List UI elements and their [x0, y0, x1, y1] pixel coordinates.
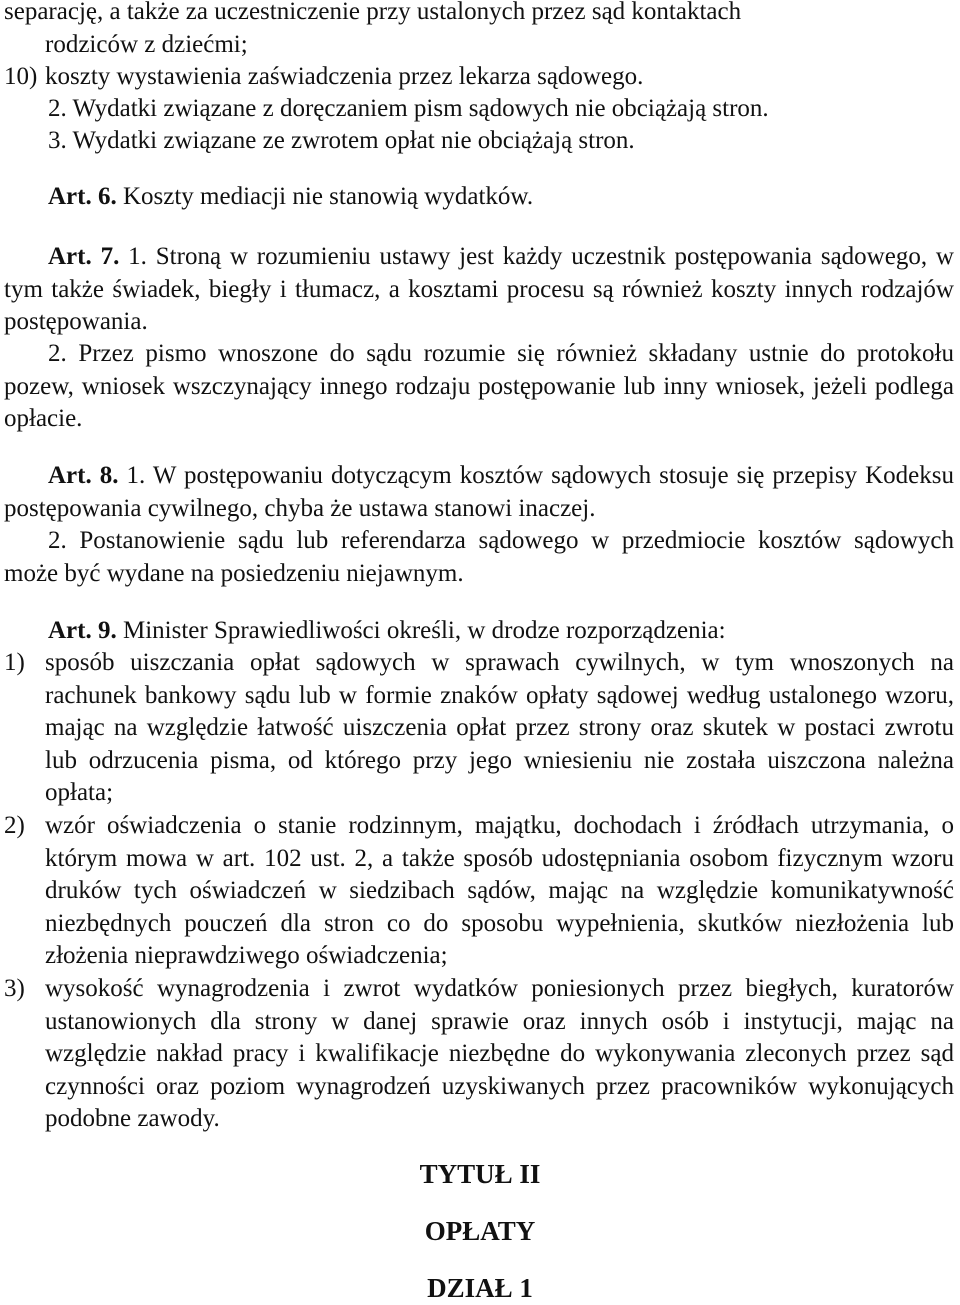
article-9-item-3: [4, 973, 954, 1136]
section-heading: OPŁATY: [424, 1216, 536, 1246]
article-text: Minister Sprawiedliwości określi, w drodze rozporządzenia:: [116, 617, 726, 644]
article-8-paragraph-1: [4, 460, 954, 525]
list-item-text: wysokość wynagrodzenia i zwrot wydatków poniesionych przez biegłych, kuratorów ustanowionych dla strony w danej sprawie oraz innych osób i instytucji, mając na względzie nakład pracy i kwalifikacje niezbędne do wykonywania zleconych przez sąd czynności oraz poziom wynagrodzeń uzyskiwanych przez pracowników wykonujących podobne zawody.: [45, 975, 954, 1132]
article-9-item-1: [4, 647, 954, 810]
article-9-intro: [4, 615, 954, 648]
article-label: Art. 6.: [48, 183, 117, 210]
article-8-paragraph-2: 2. Postanowienie sądu lub referendarza sądowego w przedmiocie kosztów sądowych może być wydane na posiedzeniu niejawnym.: [4, 527, 954, 587]
continuation-line-1: separację, a także za uczestniczenie przy ustalonych przez sąd kontaktach: [4, 0, 742, 25]
paragraph-3: 3. Wydatki związane ze zwrotem opłat nie obciążają stron.: [48, 127, 635, 154]
list-item-number: 1): [4, 649, 25, 676]
article-7-paragraph-1: [4, 241, 954, 339]
paragraph-2: 2. Wydatki związane z doręczaniem pism sądowych nie obciążają stron.: [48, 95, 769, 122]
division-heading: DZIAŁ 1: [427, 1273, 533, 1303]
article-7-paragraph-2: 2. Przez pismo wnoszone do sądu rozumie się również składany ustnie do protokołu pozew, wniosek wszczynający innego rodzaju postępowanie lub inny wniosek, jeżeli podlega opłacie.: [4, 340, 954, 432]
continuation-line-2: rodziców z dziećmi;: [45, 30, 248, 58]
list-item-text: wzór oświadczenia o stanie rodzinnym, majątku, dochodach i źródłach utrzymania, o którym mowa w art. 102 ust. 2, a także sposób udostępniania osobom fizycznym wzoru druków tych oświadczeń w siedzibach sądów, mając na względzie komunikatywność niezbędnych pouczeń dla stron co do sposobu wypełnienia, skutków niezłożenia lub złożenia nieprawdziwego oświadczenia;: [45, 812, 954, 969]
article-label: Art. 8.: [48, 462, 119, 489]
list-continuation: [4, 0, 954, 61]
title-heading: TYTUŁ II: [419, 1159, 541, 1189]
article-text: 1. W postępowaniu dotyczącym kosztów sądowych stosuje się przepisy Kodeksu postępowania cywilnego, chyba że ustawa stanowi inaczej.: [4, 462, 954, 522]
article-6: [4, 181, 954, 214]
article-text: Koszty mediacji nie stanowią wydatków.: [116, 183, 534, 210]
list-item-number: 2): [4, 812, 25, 839]
article-9-item-2: [4, 810, 954, 973]
list-item-text: koszty wystawienia zaświadczenia przez lekarza sądowego.: [45, 63, 644, 90]
list-item-10: [4, 61, 954, 94]
list-item-text: sposób uiszczania opłat sądowych w sprawach cywilnych, w tym wnoszonych na rachunek bankowy sądu lub w formie znaków opłaty sądowej według ustalonego wzoru, mając na względzie łatwość uiszczenia opłat przez strony oraz skutek w postaci zwrotu lub odrzucenia pisma, od którego przy jego wniesieniu nie została uiszczona należna opłata;: [45, 649, 954, 806]
list-item-number: 3): [4, 975, 25, 1002]
article-label: Art. 9.: [48, 617, 117, 644]
article-label: Art. 7.: [48, 243, 120, 270]
list-item-number: 10): [4, 63, 38, 90]
article-text: 1. Stroną w rozumieniu ustawy jest każdy uczestnik postępowania sądowego, w tym także świadek, biegły i tłumacz, a kosztami procesu są również koszty innych rodzajów postępowania.: [4, 243, 954, 335]
